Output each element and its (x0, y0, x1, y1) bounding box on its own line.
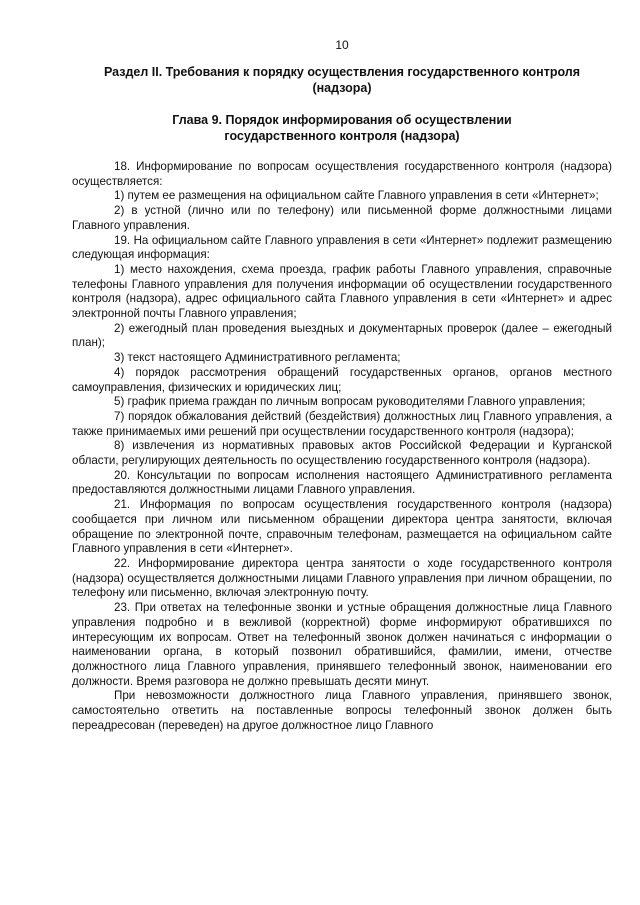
paragraph-23: 23. При ответах на телефонные звонки и устные обращения должностные лица Главного управления подробно и в вежливой (корректной) форме информируют обратившихся по интересующим их вопросам. Ответ на телефонный звонок должен начинаться с информации о наименовании органа, в который позвонил обратившийся, фамилии, имени, отчестве должностного лица Главного управления, принявшего телефонный звонок, наименовании его должности. Время разговора не должно превышать десяти минут. (72, 601, 612, 688)
paragraph-20: 20. Консультации по вопросам исполнения настоящего Административного регламента предоставляются должностными лицами Главного управления. (72, 468, 612, 497)
chapter-title-line-2: государственного контроля (надзора) (224, 129, 460, 143)
paragraph-19-item-8: 8) извлечения из нормативных правовых актов Российской Федерации и Курганской области, регулирующих деятельность по осуществлению государственного контроля (надзора). (72, 439, 612, 468)
chapter-title (72, 112, 612, 144)
paragraph-19: 19. На официальном сайте Главного управления в сети «Интернет» подлежит размещению следующая информация: (72, 233, 612, 262)
paragraph-18-item-1: 1) путем ее размещения на официальном сайте Главного управления в сети «Интернет»; (114, 189, 599, 203)
paragraph-19-item-5: 5) график приема граждан по личным вопросам руководителями Главного управления; (114, 395, 586, 409)
section-title-line-1: Раздел II. Требования к порядку осуществления государственного контроля (103, 65, 581, 79)
paragraph-21: 21. Информация по вопросам осуществления государственного контроля (надзора) сообщается при личном или письменном обращении директора центра занятости, включая обращение по электронной почте, справочным телефонам, размещается на официальном сайте Главного управления в сети «Интернет». (72, 498, 612, 556)
paragraph-19-item-1: 1) место нахождения, схема проезда, график работы Главного управления, справочные телефоны Главного управления для получения информации об осуществлении государственного контроля (надзора), адрес официального сайта Главного управления в сети «Интернет» и адрес электронной почты Главного управления; (72, 262, 612, 321)
chapter-title-line-1: Глава 9. Порядок информирования об осуществлении (172, 113, 512, 127)
page-number: 10 (335, 38, 349, 52)
document-body (72, 160, 612, 733)
paragraph-18-item-2: 2) в устной (лично или по телефону) или письменной форме должностными лицами Главного управления. (72, 204, 612, 232)
paragraph-19-item-4: 4) порядок рассмотрения обращений государственных органов, органов местного самоуправления, физических и юридических лиц; (72, 365, 612, 394)
paragraph-19-item-7: 7) порядок обжалования действий (бездействия) должностных лиц Главного управления, а также принимаемых ими решений при осуществлении государственного контроля (надзора); (72, 409, 612, 438)
section-title-line-2: (надзора) (312, 81, 372, 95)
paragraph-19-item-2: 2) ежегодный план проведения выездных и документарных проверок (далее – ежегодный план); (72, 321, 612, 350)
section-title (72, 64, 612, 96)
paragraph-23-continued: При невозможности должностного лица Главного управления, принявшего звонок, самостоятельно ответить на поставленные вопросы телефонный звонок должен быть переадресован (переведен) на другое должностное лицо Главного (72, 689, 612, 732)
paragraph-22: 22. Информирование директора центра занятости о ходе государственного контроля (надзора) осуществляется должностными лицами Главного управления при личном обращении, по телефону или письменно, включая электронную почту. (72, 556, 612, 600)
paragraph-19-item-3: 3) текст настоящего Административного регламента; (114, 351, 401, 365)
paragraph-18: 18. Информирование по вопросам осуществления государственного контроля (надзора) осуществляется: (72, 160, 612, 188)
